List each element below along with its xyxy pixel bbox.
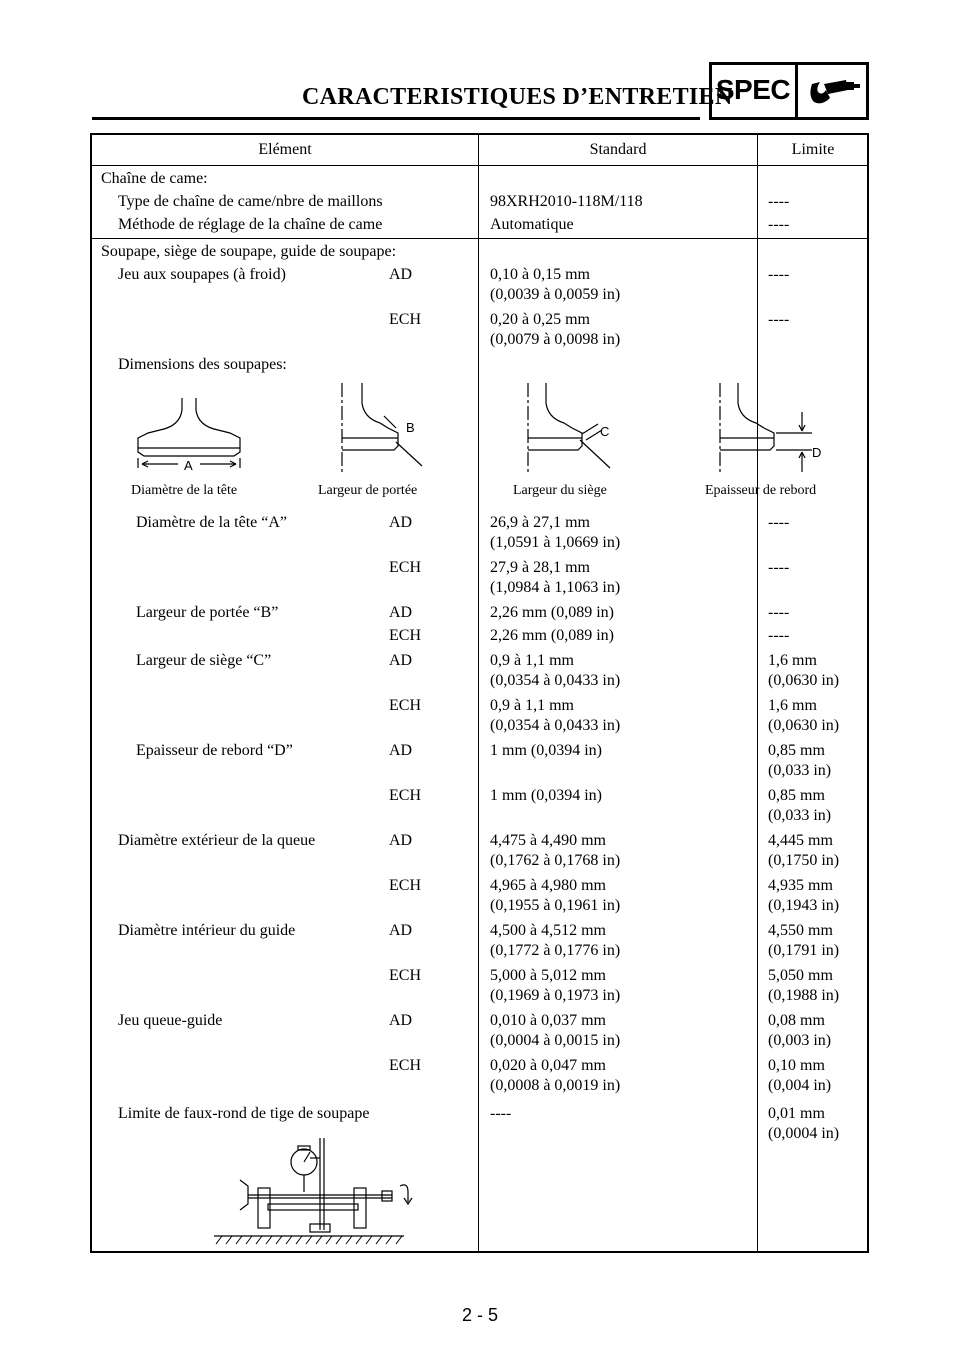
- row-side: ECH: [389, 787, 421, 804]
- row-limit: 1,6 mm: [768, 697, 817, 714]
- header-separator: [90, 165, 869, 166]
- row-standard-inch: (0,1762 à 0,1768 in): [490, 852, 621, 869]
- page-number: 2 - 5: [461, 1305, 499, 1325]
- row-limit: 0,01 mm: [768, 1105, 825, 1122]
- row-name: Limite de faux-rond de tige de soupape: [118, 1105, 370, 1122]
- row-name: Type de chaîne de came/nbre de maillons: [118, 193, 383, 210]
- row-limit: 0,85 mm: [768, 787, 825, 804]
- row-standard: 4,475 à 4,490 mm: [490, 832, 606, 849]
- valve-dimension-figures: [100, 378, 860, 488]
- row-standard: 2,26 mm (0,089 in): [490, 604, 614, 621]
- row-name: Diamètre intérieur du guide: [118, 922, 296, 939]
- row-standard: 1 mm (0,0394 in): [490, 742, 602, 759]
- runout-measurement-figure: [212, 1130, 438, 1248]
- row-limit-inch: (0,1750 in): [768, 852, 840, 869]
- row-standard: 1 mm (0,0394 in): [490, 787, 602, 804]
- row-name: Largeur de portée “B”: [136, 604, 279, 621]
- row-standard: 0,9 à 1,1 mm: [490, 697, 574, 714]
- column-header-limit: Limite: [791, 141, 835, 158]
- row-standard-inch: (0,0079 à 0,0098 in): [490, 331, 621, 348]
- row-standard-inch: (0,1969 à 0,1973 in): [490, 987, 621, 1004]
- row-standard: 26,9 à 27,1 mm: [490, 514, 590, 531]
- row-name: Diamètre extérieur de la queue: [118, 832, 316, 849]
- figure-letter-d: D: [812, 445, 822, 460]
- row-side: ECH: [389, 627, 421, 644]
- row-standard-inch: (1,0591 à 1,0669 in): [490, 534, 621, 551]
- figure-caption: Largeur de portée: [318, 483, 418, 498]
- row-side: AD: [389, 604, 413, 621]
- row-side: AD: [389, 1012, 413, 1029]
- row-limit: ----: [768, 193, 790, 210]
- row-side: ECH: [389, 559, 421, 576]
- row-side: ECH: [389, 877, 421, 894]
- row-name: Jeu queue-guide: [118, 1012, 223, 1029]
- row-limit: 1,6 mm: [768, 652, 817, 669]
- row-limit-inch: (0,004 in): [768, 1077, 832, 1094]
- row-limit: 0,08 mm: [768, 1012, 825, 1029]
- row-standard: 0,9 à 1,1 mm: [490, 652, 574, 669]
- row-limit-inch: (0,1791 in): [768, 942, 840, 959]
- spec-badge: SPEC: [715, 74, 791, 105]
- wrench-icon: [800, 66, 866, 116]
- row-side: AD: [389, 742, 413, 759]
- row-standard-inch: (0,0354 à 0,0433 in): [490, 672, 621, 689]
- row-limit-inch: (0,1988 in): [768, 987, 840, 1004]
- row-standard: 98XRH2010-118M/118: [490, 193, 643, 210]
- row-standard-inch: (0,0039 à 0,0059 in): [490, 286, 621, 303]
- row-limit: ----: [768, 216, 790, 233]
- group-label: Chaîne de came:: [101, 170, 208, 187]
- row-name: Méthode de réglage de la chaîne de came: [118, 216, 383, 233]
- row-standard: 2,26 mm (0,089 in): [490, 627, 614, 644]
- row-name: Jeu aux soupapes (à froid): [118, 266, 286, 283]
- figure-caption: Largeur du siège: [513, 483, 607, 498]
- row-side: AD: [389, 652, 413, 669]
- row-standard: 0,010 à 0,037 mm: [490, 1012, 606, 1029]
- row-limit-inch: (0,033 in): [768, 762, 832, 779]
- row-standard: ----: [490, 1105, 512, 1122]
- row-standard: 4,965 à 4,980 mm: [490, 877, 606, 894]
- row-limit-inch: (0,033 in): [768, 807, 832, 824]
- row-limit: ----: [768, 604, 790, 621]
- row-standard-inch: (0,0354 à 0,0433 in): [490, 717, 621, 734]
- row-side: ECH: [389, 697, 421, 714]
- row-standard-inch: (0,1955 à 0,1961 in): [490, 897, 621, 914]
- row-standard-inch: (1,0984 à 1,1063 in): [490, 579, 621, 596]
- row-standard: 0,10 à 0,15 mm: [490, 266, 590, 283]
- row-standard-inch: (0,0004 à 0,0015 in): [490, 1032, 621, 1049]
- row-side: ECH: [389, 311, 421, 328]
- figure-letter-a: A: [184, 458, 193, 473]
- row-limit: 5,050 mm: [768, 967, 833, 984]
- row-side: AD: [389, 832, 413, 849]
- row-limit: 0,85 mm: [768, 742, 825, 759]
- page-title: CARACTERISTIQUES D’ENTRETIEN: [302, 84, 733, 110]
- row-limit: ----: [768, 311, 790, 328]
- spec-table: [90, 133, 869, 1253]
- row-name: Epaisseur de rebord “D”: [136, 742, 293, 759]
- group-label: Soupape, siège de soupape, guide de soupape:: [101, 243, 397, 260]
- row-limit-inch: (0,1943 in): [768, 897, 840, 914]
- row-separator: [90, 238, 869, 239]
- row-limit: ----: [768, 514, 790, 531]
- row-name: Diamètre de la tête “A”: [136, 514, 288, 531]
- row-limit: 4,550 mm: [768, 922, 833, 939]
- row-limit-inch: (0,0630 in): [768, 672, 840, 689]
- spec-badge-divider: [795, 62, 798, 120]
- column-header-standard: Standard: [589, 141, 647, 158]
- row-side: ECH: [389, 967, 421, 984]
- row-name: Largeur de siège “C”: [136, 652, 272, 669]
- row-side: AD: [389, 514, 413, 531]
- row-limit: ----: [768, 559, 790, 576]
- row-standard: 4,500 à 4,512 mm: [490, 922, 606, 939]
- row-limit: ----: [768, 627, 790, 644]
- row-limit-inch: (0,003 in): [768, 1032, 832, 1049]
- row-side: AD: [389, 922, 413, 939]
- figure-caption: Epaisseur de rebord: [705, 483, 817, 498]
- column-divider: [478, 133, 479, 1253]
- row-standard: 27,9 à 28,1 mm: [490, 559, 590, 576]
- figure-letter-c: C: [600, 424, 610, 439]
- row-standard: Automatique: [490, 216, 574, 233]
- title-underline: [92, 117, 700, 120]
- row-standard-inch: (0,0008 à 0,0019 in): [490, 1077, 621, 1094]
- figure-letter-b: B: [406, 420, 415, 435]
- column-header-element: Elément: [258, 141, 312, 158]
- row-side: ECH: [389, 1057, 421, 1074]
- row-limit: 4,935 mm: [768, 877, 833, 894]
- row-standard: 0,20 à 0,25 mm: [490, 311, 590, 328]
- row-limit: 0,10 mm: [768, 1057, 825, 1074]
- row-standard: 0,020 à 0,047 mm: [490, 1057, 606, 1074]
- row-standard-inch: (0,1772 à 0,1776 in): [490, 942, 621, 959]
- row-limit: 4,445 mm: [768, 832, 833, 849]
- row-side: AD: [389, 266, 413, 283]
- dimensions-label: Dimensions des soupapes:: [118, 356, 287, 373]
- row-standard: 5,000 à 5,012 mm: [490, 967, 606, 984]
- row-limit-inch: (0,0630 in): [768, 717, 840, 734]
- row-limit-inch: (0,0004 in): [768, 1125, 840, 1142]
- row-limit: ----: [768, 266, 790, 283]
- column-divider: [757, 133, 758, 1253]
- figure-caption: Diamètre de la tête: [131, 483, 238, 498]
